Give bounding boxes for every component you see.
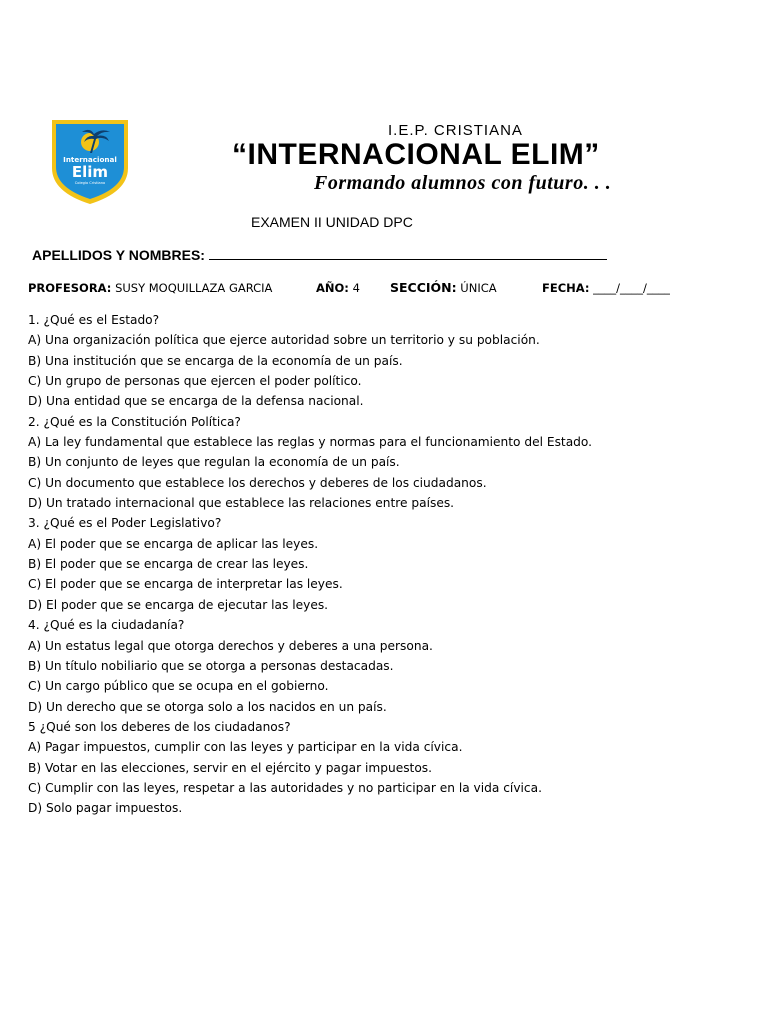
option-line: C) Un grupo de personas que ejercen el poder político.	[28, 374, 362, 389]
option-line: D) Un derecho que se otorga solo a los nacidos en un país.	[28, 699, 387, 714]
year-label: AÑO:	[316, 281, 349, 295]
question-list	[28, 310, 748, 819]
date-info	[542, 281, 670, 295]
logo-text-bottom: Colegio Cristiano	[74, 181, 106, 185]
exam-title: EXAMEN II UNIDAD DPC	[251, 214, 413, 230]
school-motto: Formando alumnos con futuro. . .	[314, 172, 612, 194]
question-line: 3. ¿Qué es el Poder Legislativo?	[28, 516, 222, 531]
year-info	[316, 281, 360, 295]
option-line: A) La ley fundamental que establece las reglas y normas para el funcionamiento del Estado.	[28, 435, 593, 450]
option-line: D) Solo pagar impuestos.	[28, 801, 183, 816]
teacher-value: SUSY MOQUILLAZA GARCIA	[115, 281, 273, 295]
option-line: B) Una institución que se encarga de la economía de un país.	[28, 353, 403, 368]
question-line: 5 ¿Qué son los deberes de los ciudadanos?	[28, 719, 291, 734]
student-name-blank[interactable]	[209, 247, 607, 260]
teacher-label: PROFESORA:	[28, 281, 112, 295]
section-info	[390, 280, 497, 295]
option-line: C) El poder que se encarga de interpretar las leyes.	[28, 577, 343, 592]
option-line: A) Una organización política que ejerce autoridad sobre un territorio y su población.	[28, 333, 540, 348]
option-line: A) El poder que se encarga de aplicar las leyes.	[28, 536, 319, 551]
logo-text-main: Elim	[71, 163, 109, 181]
school-logo	[50, 116, 130, 206]
option-line: A) Un estatus legal que otorga derechos y deberes a una persona.	[28, 638, 433, 653]
option-line: B) Un conjunto de leyes que regulan la economía de un país.	[28, 455, 400, 470]
date-value[interactable]: ____/____/____	[593, 281, 670, 295]
logo-text-top: Internacional	[63, 155, 117, 164]
student-name-line	[32, 247, 607, 263]
section-label: SECCIÓN:	[390, 280, 457, 295]
option-line: D) El poder que se encarga de ejecutar las leyes.	[28, 597, 329, 612]
student-name-label: APELLIDOS Y NOMBRES:	[32, 247, 205, 263]
option-line: B) El poder que se encarga de crear las leyes.	[28, 557, 309, 572]
option-line: B) Un título nobiliario que se otorga a personas destacadas.	[28, 658, 394, 673]
school-subtitle: I.E.P. CRISTIANA	[388, 122, 523, 139]
option-line: B) Votar en las elecciones, servir en el ejército y pagar impuestos.	[28, 760, 433, 775]
option-line: A) Pagar impuestos, cumplir con las leyes y participar en la vida cívica.	[28, 740, 463, 755]
option-line: D) Un tratado internacional que establece las relaciones entre países.	[28, 496, 455, 511]
school-heading	[230, 118, 750, 198]
date-label: FECHA:	[542, 281, 590, 295]
question-line: 1. ¿Qué es el Estado?	[28, 313, 160, 327]
option-line: C) Un documento que establece los derechos y deberes de los ciudadanos.	[28, 475, 487, 490]
year-value: 4	[352, 281, 360, 295]
option-line: C) Un cargo público que se ocupa en el gobierno.	[28, 679, 329, 694]
question-line: 2. ¿Qué es la Constitución Política?	[28, 414, 241, 429]
question-line: 4. ¿Qué es la ciudadanía?	[28, 618, 185, 633]
option-line: D) Una entidad que se encarga de la defensa nacional.	[28, 394, 364, 409]
teacher-info	[28, 281, 272, 295]
option-line: C) Cumplir con las leyes, respetar a las autoridades y no participar en la vida cívica.	[28, 780, 542, 795]
school-name: “INTERNACIONAL ELIM”	[232, 138, 600, 171]
section-value: ÚNICA	[460, 281, 497, 295]
